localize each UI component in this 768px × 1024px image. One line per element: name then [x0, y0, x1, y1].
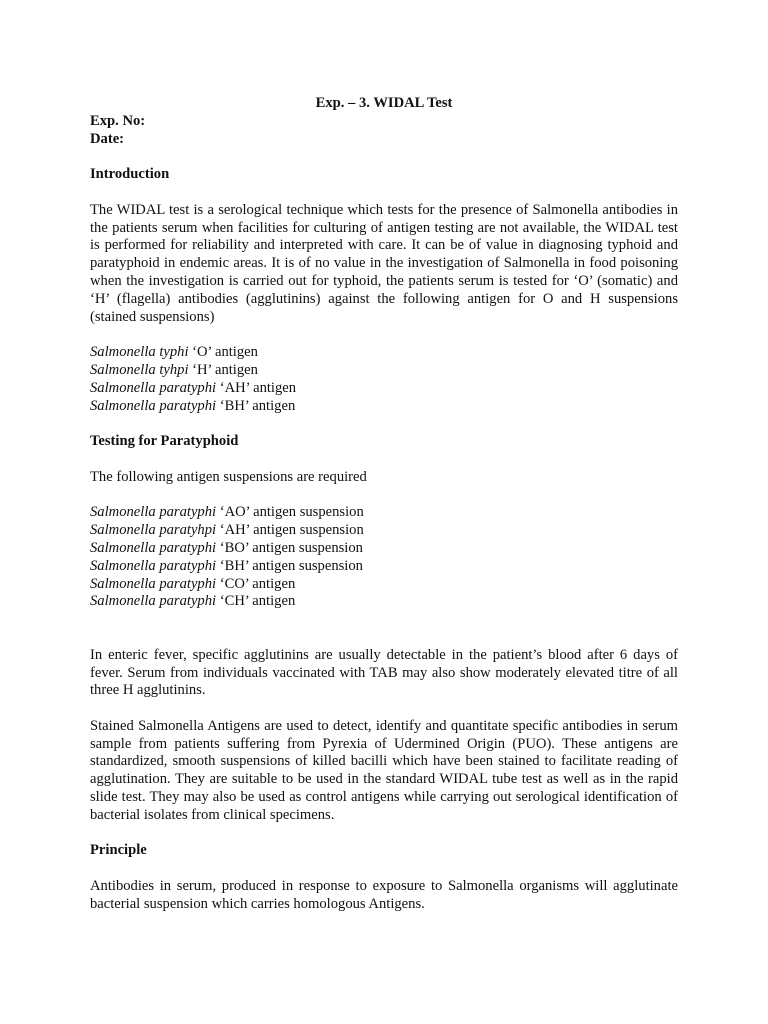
antigen-desc: ‘BH’ antigen	[216, 397, 296, 414]
suspension-desc: ‘CH’ antigen	[216, 593, 296, 610]
paratyphoid-heading: Testing for Paratyphoid	[90, 433, 239, 450]
species-name: Salmonella tyhpi	[90, 361, 189, 378]
suspension-desc: ‘BO’ antigen suspension	[216, 539, 363, 556]
document-title: Exp. – 3. WIDAL Test	[315, 95, 453, 111]
introduction-paragraph: The WIDAL test is a serological technique which tests for the presence of Salmonella antibodies in the patients serum when facilities for culturing of antigen testing are not available, the WIDAL test is performed for reliability and interpreted with care. It can be of value in diagnosing typhoid and paratyphoid in endemic areas. It is of no value in the investigation of Salmonella in food poisoning when the investigation is carried out for typhoid, the patients serum is tested for ‘O’ (somatic) and ‘H’ (flagella) antibodies (agglutinins) against the following antigen for O and H suspensions (stained suspensions)	[90, 201, 678, 325]
antigen-item	[90, 398, 678, 416]
date-label: Date:	[90, 130, 125, 147]
species-name: Salmonella typhi	[90, 344, 189, 361]
antigen-item	[90, 362, 678, 380]
antigen-item	[90, 380, 678, 398]
suspension-item	[90, 576, 678, 594]
principle-heading: Principle	[90, 842, 147, 859]
suspension-item	[90, 504, 678, 522]
suspension-desc: ‘CO’ antigen	[216, 575, 296, 592]
species-name: Salmonella paratyphi	[90, 397, 217, 414]
antigen-desc: ‘AH’ antigen	[216, 379, 297, 396]
suspension-item	[90, 540, 678, 558]
species-name: Salmonella paratyphi	[90, 379, 217, 396]
exp-no-label: Exp. No:	[90, 112, 146, 129]
enteric-fever-paragraph: In enteric fever, specific agglutinins are usually detectable in the patient’s blood after 6 days of fever. Serum from individuals vaccinated with TAB may also show moderately elevated titre of all three H agglutinins.	[90, 646, 678, 699]
species-name: Salmonella paratyphi	[90, 504, 217, 521]
suspension-item	[90, 558, 678, 576]
species-name: Salmonella paratyphi	[90, 539, 217, 556]
stained-antigens-paragraph: Stained Salmonella Antigens are used to detect, identify and quantitate specific antibodies in serum sample from patients suffering from Pyrexia of Udermined Origin (PUO). These antigens are standardized, smooth suspensions of killed bacilli which have been stained to facilitate reading of agglutination. They are suitable to be used in the standard WIDAL tube test as well as in the rapid slide test. They may also be used as control antigens while carrying out serological identification of bacterial isolates from clinical specimens.	[90, 717, 678, 823]
suspension-item	[90, 522, 678, 540]
suspension-desc: ‘BH’ antigen suspension	[216, 557, 363, 574]
suspension-desc: ‘AO’ antigen suspension	[216, 504, 364, 521]
antigen-desc: ‘O’ antigen	[188, 344, 258, 361]
principle-paragraph: Antibodies in serum, produced in response to exposure to Salmonella organisms will agglutinate bacterial suspension which carries homologous Antigens.	[90, 878, 678, 912]
antigen-list	[90, 344, 678, 415]
suspension-item	[90, 593, 678, 611]
species-name: Salmonella paratyhpi	[90, 522, 217, 539]
introduction-heading: Introduction	[90, 166, 170, 183]
species-name: Salmonella paratyphi	[90, 557, 217, 574]
document-page	[90, 95, 678, 914]
suspension-list	[90, 504, 678, 611]
species-name: Salmonella paratyphi	[90, 593, 217, 610]
species-name: Salmonella paratyphi	[90, 575, 217, 592]
suspension-desc: ‘AH’ antigen suspension	[216, 522, 364, 539]
paratyphoid-intro: The following antigen suspensions are required	[90, 468, 367, 485]
antigen-item	[90, 344, 678, 362]
antigen-desc: ‘H’ antigen	[188, 361, 258, 378]
